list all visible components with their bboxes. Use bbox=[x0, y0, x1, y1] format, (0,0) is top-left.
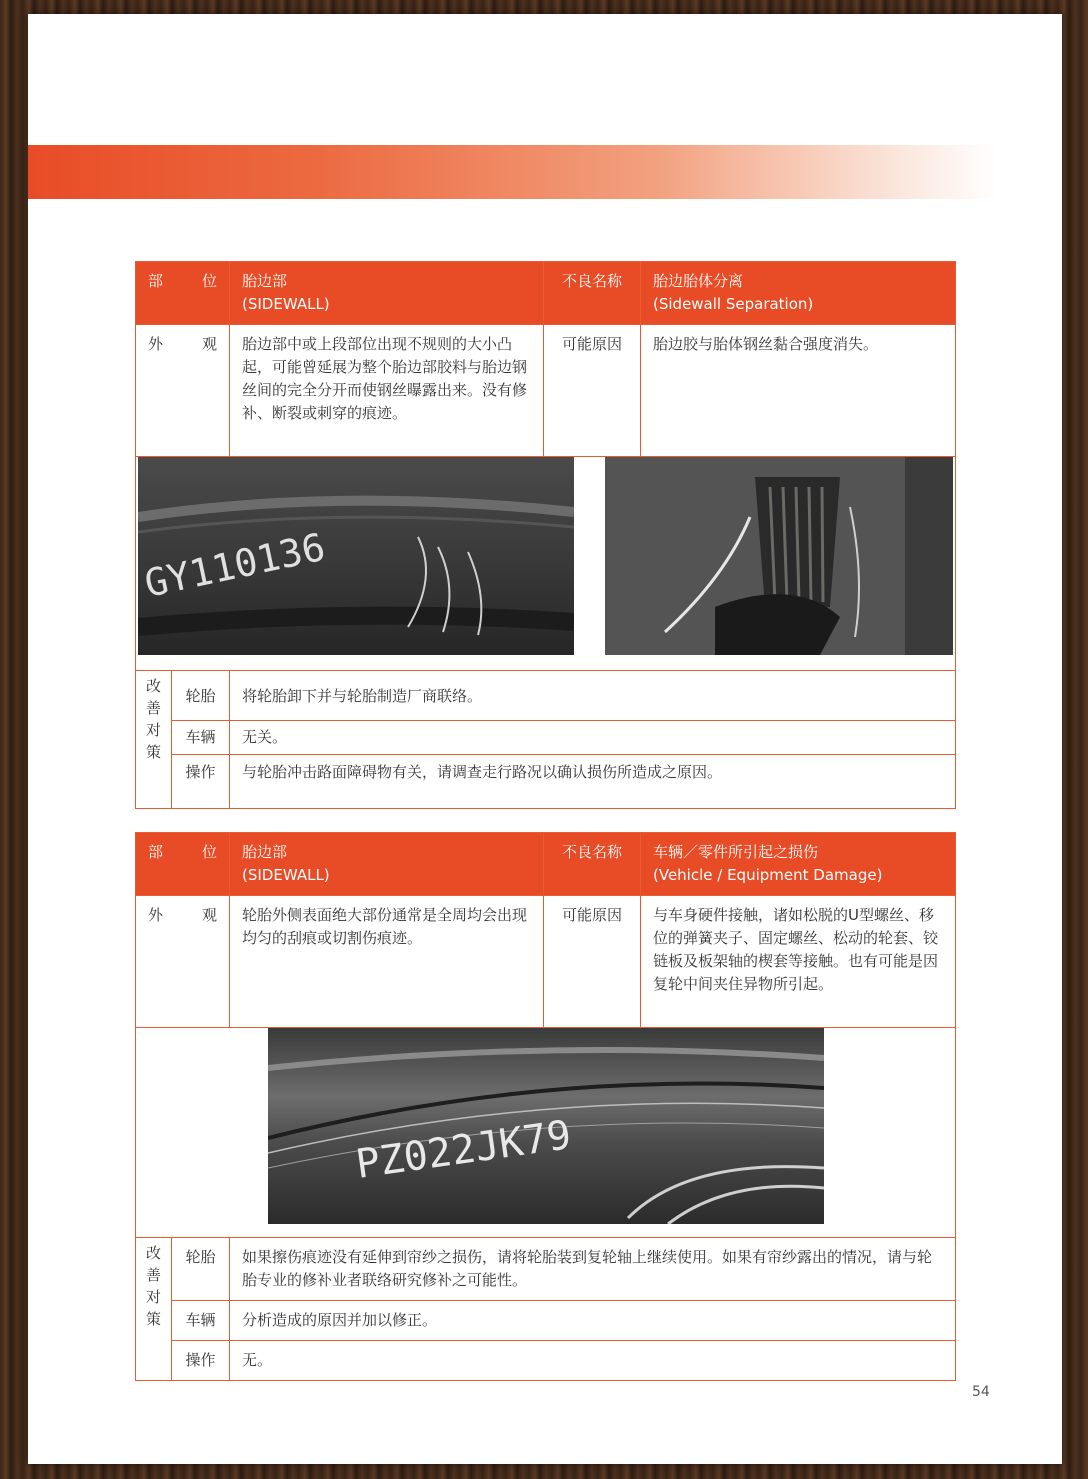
appearance-text: 轮胎外侧表面绝大部份通常是全周均会出现均匀的刮痕或切割伤痕迹。 bbox=[242, 906, 528, 947]
measure-label: 轮胎 bbox=[185, 1248, 216, 1266]
measure-text: 无关。 bbox=[242, 728, 288, 746]
position-label: 部 位 bbox=[148, 843, 217, 861]
appearance-row bbox=[136, 896, 956, 1028]
cause-label: 可能原因 bbox=[561, 335, 622, 353]
measure-label: 车辆 bbox=[185, 728, 216, 746]
defect-name-value: 车辆／零件所引起之损伤 (Vehicle / Equipment Damage) bbox=[653, 843, 883, 884]
measure-label: 车辆 bbox=[185, 1311, 216, 1329]
measure-text: 分析造成的原因并加以修正。 bbox=[242, 1311, 438, 1329]
measure-text: 如果擦伤痕迹没有延伸到帘纱之损伤，请将轮胎装到复轮轴上继续使用。如果有帘纱露出的情况，请与轮胎专业的修补业者联络研究修补之可能性。 bbox=[242, 1248, 933, 1289]
defect-name-label: 不良名称 bbox=[561, 272, 622, 290]
photo-row bbox=[136, 457, 956, 671]
defect-table-sidewall-separation bbox=[135, 261, 956, 809]
appearance-row bbox=[136, 325, 956, 457]
position-label: 部 位 bbox=[148, 272, 217, 290]
measure-label: 操作 bbox=[185, 1351, 216, 1369]
measure-row-tire bbox=[136, 671, 956, 721]
document-page bbox=[28, 14, 1062, 1464]
measure-row-operation bbox=[136, 755, 956, 809]
cause-label: 可能原因 bbox=[561, 906, 622, 924]
table-header-row bbox=[136, 262, 956, 325]
measure-label: 轮胎 bbox=[185, 687, 216, 705]
measure-row-vehicle bbox=[136, 721, 956, 755]
cause-text: 胎边胶与胎体钢丝黏合强度消失。 bbox=[653, 335, 879, 353]
appearance-label: 外 观 bbox=[148, 335, 217, 353]
improvement-label: 改 善 对 策 bbox=[145, 1244, 161, 1328]
measure-row-tire bbox=[136, 1238, 956, 1301]
measure-text: 将轮胎卸下并与轮胎制造厂商联络。 bbox=[242, 687, 483, 705]
position-value: 胎边部 (SIDEWALL) bbox=[242, 272, 330, 313]
measure-text: 与轮胎冲击路面障碍物有关，请调查走行路况以确认损伤所造成之原因。 bbox=[242, 763, 723, 781]
defect-name-value: 胎边胎体分离 (Sidewall Separation) bbox=[653, 272, 814, 313]
improvement-label: 改 善 对 策 bbox=[145, 677, 161, 761]
appearance-text: 胎边部中或上段部位出现不规则的大小凸起，可能曾延展为整个胎边部胶料与胎边钢丝间的完全分开而使钢丝曝露出来。没有修补、断裂或刺穿的痕迹。 bbox=[242, 335, 528, 422]
page-number: 54 bbox=[972, 1384, 990, 1400]
tire-sidewall-bulge-photo bbox=[138, 457, 574, 655]
position-value: 胎边部 (SIDEWALL) bbox=[242, 843, 330, 884]
chalk-marking: PZ022JK79 bbox=[352, 1112, 574, 1188]
header-color-band bbox=[28, 145, 996, 199]
measure-label: 操作 bbox=[185, 763, 216, 781]
chalk-marking: GY110136 bbox=[140, 524, 329, 606]
tire-sidewall-cords-exposed-photo bbox=[605, 457, 953, 655]
table-header-row bbox=[136, 833, 956, 896]
measure-row-vehicle bbox=[136, 1301, 956, 1341]
cause-text: 与车身硬件接触，诸如松脱的U型螺丝、移位的弹簧夹子、固定螺丝、松动的轮套、铰链板及板架轴的楔套等接触。也有可能是因复轮中间夹住异物所引起。 bbox=[653, 906, 939, 993]
defect-name-label: 不良名称 bbox=[561, 843, 622, 861]
photo-row bbox=[136, 1028, 956, 1238]
appearance-label: 外 观 bbox=[148, 906, 217, 924]
tire-sidewall-scratch-photo bbox=[268, 1028, 824, 1224]
measure-row-operation bbox=[136, 1341, 956, 1381]
defect-table-vehicle-equipment-damage bbox=[135, 832, 956, 1381]
measure-text: 无。 bbox=[242, 1351, 273, 1369]
